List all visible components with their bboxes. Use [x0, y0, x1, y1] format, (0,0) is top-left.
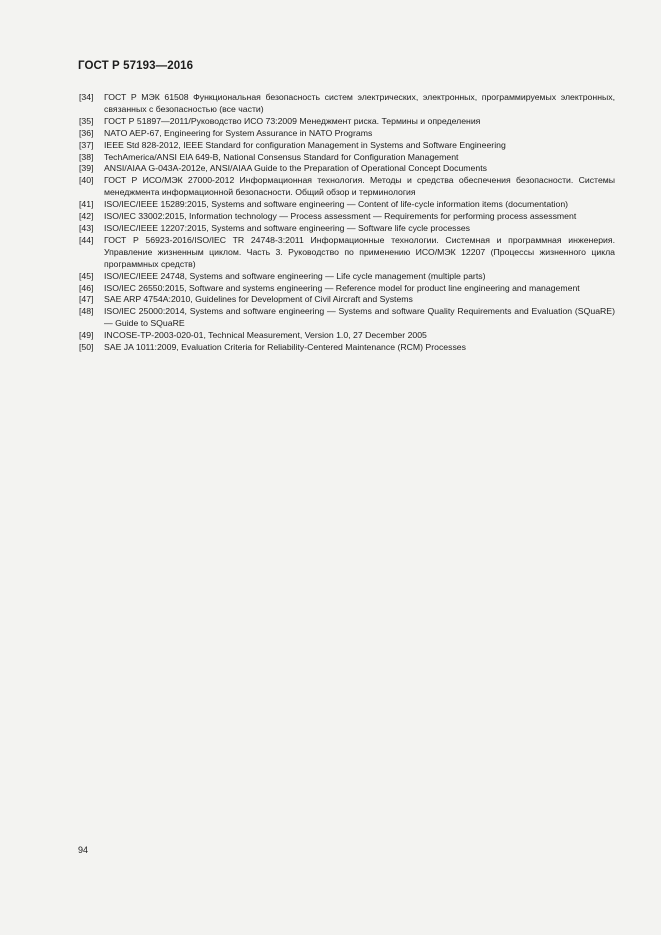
bibliography-list	[79, 92, 615, 354]
reference-item	[79, 223, 615, 235]
page-number: 94	[78, 845, 89, 855]
reference-item	[79, 330, 615, 342]
reference-number: [40]	[79, 175, 94, 186]
reference-item	[79, 211, 615, 223]
reference-item	[79, 175, 615, 199]
reference-item	[79, 235, 615, 271]
reference-number: [37]	[79, 139, 94, 150]
reference-number: [48]	[79, 306, 94, 317]
reference-number: [34]	[79, 92, 94, 102]
reference-number: [39]	[79, 163, 94, 174]
reference-text: ANSI/AIAA G-043A-2012e, ANSI/AIAA Guide to the Preparation of Operational Concept Documents	[104, 163, 487, 174]
reference-item	[79, 92, 615, 116]
document-header-title: ГОСТ Р 57193—2016	[78, 60, 194, 72]
reference-text: ISO/IEC 25000:2014, Systems and software engineering — Systems and software Quality Requirements and Evaluation (SQuaRE) — Guide to SQuaRE	[104, 306, 615, 329]
reference-item	[79, 116, 615, 128]
reference-item	[79, 283, 615, 295]
reference-text: ГОСТ Р ИСО/МЭК 27000-2012 Информационная технология. Методы и средства обеспечения безопасности. Системы менеджмента информационной безопасности. Общий обзор и терминология	[104, 175, 615, 198]
reference-text: ГОСТ Р 51897—2011/Руководство ИСО 73:2009 Менеджмент риска. Термины и определения	[104, 115, 481, 126]
reference-text: INCOSE-TP-2003-020-01, Technical Measurement, Version 1.0, 27 December 2005	[104, 330, 427, 341]
reference-text: ISO/IEC/IEEE 24748, Systems and software engineering — Life cycle management (multiple parts)	[104, 270, 486, 281]
reference-number: [41]	[79, 199, 94, 210]
reference-item	[79, 128, 615, 140]
reference-text: IEEE Std 828-2012, IEEE Standard for configuration Management in Systems and Software Engineering	[104, 139, 506, 150]
reference-text: SAE ARP 4754A:2010, Guidelines for Development of Civil Aircraft and Systems	[104, 294, 413, 305]
reference-text: ISO/IEC 33002:2015, Information technology — Process assessment — Requirements for performing process assessment	[104, 211, 577, 222]
reference-text: ISO/IEC/IEEE 12207:2015, Systems and software engineering — Software life cycle processes	[104, 222, 471, 233]
reference-item	[79, 342, 615, 354]
reference-text: SAE JA 1011:2009, Evaluation Criteria for Reliability-Centered Maintenance (RCM) Processes	[104, 342, 466, 353]
reference-text: NATO AEP-67, Engineering for System Assurance in NATO Programs	[104, 127, 373, 138]
reference-number: [49]	[79, 330, 94, 341]
reference-number: [47]	[79, 294, 94, 305]
reference-text: ГОСТ Р 56923-2016/ISO/IEC TR 24748-3:2011 Информационные технологии. Системная и программная инженерия. Управление жизненным циклом. Часть 3. Руководство по применению ИСО/МЭК 12207 (Процессы жизненного цикла программных средств)	[104, 234, 615, 269]
reference-item	[79, 306, 615, 330]
reference-number: [43]	[79, 222, 94, 233]
reference-number: [38]	[79, 151, 94, 162]
reference-number: [44]	[79, 234, 94, 245]
reference-item	[79, 199, 615, 211]
reference-item	[79, 152, 615, 164]
reference-item	[79, 140, 615, 152]
reference-text: ISO/IEC 26550:2015, Software and systems engineering — Reference model for product line engineering and management	[104, 282, 580, 293]
reference-item	[79, 163, 615, 175]
reference-text: ISO/IEC/IEEE 15289:2015, Systems and software engineering — Content of life-cycle information items (documentation)	[104, 199, 569, 210]
reference-number: [46]	[79, 282, 94, 293]
reference-number: [45]	[79, 270, 94, 281]
reference-item	[79, 294, 615, 306]
reference-item	[79, 271, 615, 283]
reference-text: ГОСТ Р МЭК 61508 Функциональная безопасность систем электрических, электронных, программируемых электронных, связанных с безопасностью (все части)	[104, 92, 615, 114]
reference-number: [35]	[79, 115, 94, 126]
reference-number: [50]	[79, 342, 94, 353]
reference-number: [42]	[79, 211, 94, 222]
reference-number: [36]	[79, 127, 94, 138]
reference-text: TechAmerica/ANSI EIA 649-B, National Consensus Standard for Configuration Management	[104, 151, 459, 162]
